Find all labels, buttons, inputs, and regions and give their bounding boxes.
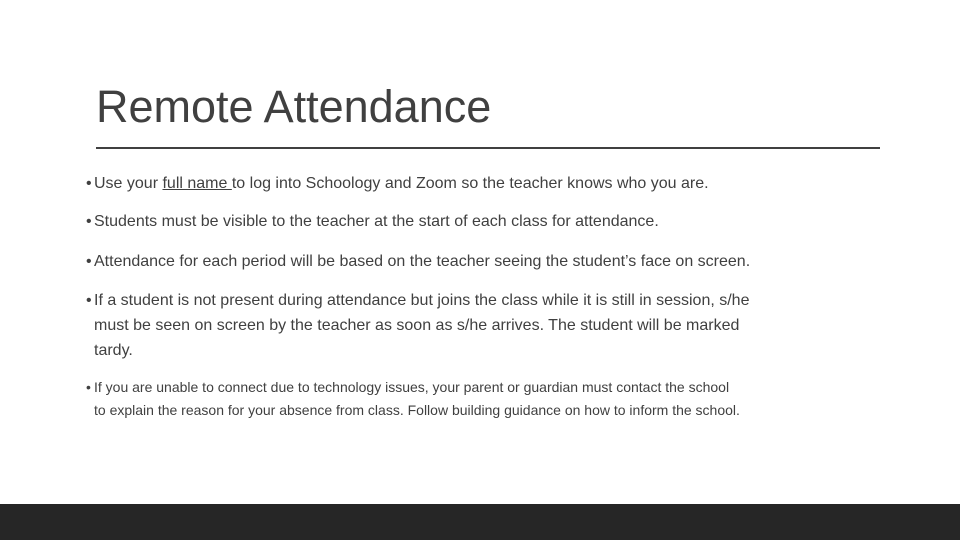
bullet-text: If you are unable to connect due to technology issues, your parent or guardian must contact the school [94, 379, 730, 395]
bullet-marker: • [86, 253, 92, 270]
bullet-text: Students must be visible to the teacher at the start of each class for attendance. [94, 213, 659, 230]
bullet-text: If a student is not present during attendance but joins the class while it is still in session, s/he [94, 292, 750, 309]
bullet-text: to log into Schoology and Zoom so the teacher knows who you are. [231, 175, 709, 192]
bullet-visible [86, 209, 886, 234]
bullet-text: tardy. [94, 342, 133, 359]
bullet-text: must be seen on screen by the teacher as soon as s/he arrives. The student will be marked [94, 317, 740, 334]
bullet-tardy [86, 288, 886, 363]
bullet-text: to explain the reason for your absence from class. Follow building guidance on how to inform the school. [94, 402, 740, 418]
bullet-full-name [86, 171, 886, 196]
bullet-text: Attendance for each period will be based on the teacher seeing the student’s face on screen. [94, 253, 751, 270]
footer-bar [0, 504, 960, 540]
bullet-marker: • [86, 213, 92, 230]
bullet-marker: • [86, 379, 91, 395]
bullet-text: Use your [94, 175, 163, 192]
bullet-marker: • [86, 292, 92, 309]
bullet-attendance-period [86, 249, 886, 274]
slide-title: Remote Attendance [96, 81, 492, 132]
bullet-technology-issues [86, 376, 886, 422]
underlined-text: full name [162, 175, 232, 192]
title-underline-divider [96, 147, 880, 149]
bullet-marker: • [86, 175, 92, 192]
